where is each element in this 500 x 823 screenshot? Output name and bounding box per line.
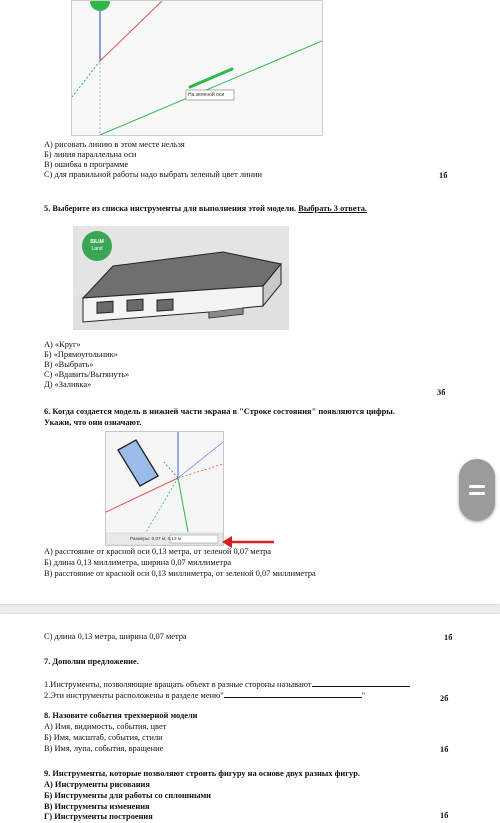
figure-green-axis-line — [71, 0, 323, 136]
q8-option-a: А) Имя, видимость, события, цвет — [44, 722, 167, 731]
q7-blank-2[interactable] — [224, 689, 362, 698]
figure-building-model — [73, 226, 289, 330]
q5-points: 3б — [437, 388, 446, 397]
q4-option-c: В) ошибка в программе — [44, 160, 129, 169]
q9-option-b: Б) Инструменты для работы со сплошными — [44, 791, 212, 800]
q5-option-d: С) «Вдавить/Вытянуть» — [44, 370, 130, 379]
q7-points: 2б — [440, 694, 449, 703]
q7-blank-1[interactable] — [312, 678, 410, 687]
q4-option-a: А) рисовать линию в этом месте нельзя — [44, 140, 185, 149]
q6-option-d: С) длина 0,13 метра, ширина 0,07 метра — [44, 632, 187, 641]
q6-title-line1: 6. Когда создается модель в нижней части экрана в "Строке состояния" появляются цифры. — [44, 407, 395, 416]
status-dimensions-text: Размеры: 0,07 м; 0,13 м — [130, 536, 181, 541]
q6-option-b: Б) длина 0,13 миллиметра, ширина 0,07 миллиметра — [44, 558, 232, 567]
q8-title: 8. Назовите события трехмерной модели — [44, 711, 198, 720]
green-axis-tooltip: На зеленой оси — [188, 92, 225, 98]
q8-option-b: Б) Имя, масштаб, события, стили — [44, 733, 163, 742]
q6-title-line2: Укажи, что они означают. — [44, 418, 142, 427]
menu-line-bottom-icon — [469, 492, 485, 495]
status-figure-drawing — [106, 432, 223, 545]
q7-line2-close: " — [361, 691, 366, 700]
logo-text-top: BILIM — [90, 239, 104, 245]
q5-option-c: В) «Выбрать» — [44, 360, 94, 369]
q5-title-underline: Выбрать 3 ответа. — [298, 204, 368, 213]
q9-points: 1б — [440, 811, 449, 820]
q4-option-d: С) для правильной работы надо выбрать зеленый цвет линии — [44, 170, 262, 179]
q9-title: 9. Инструменты, которые позволяют строить фигуру на основе двух разных фигур. — [44, 769, 360, 778]
q7-line2 — [44, 689, 365, 701]
q7-line2-text: 2.Эти инструменты расположены в разделе меню" — [44, 691, 224, 700]
q5-option-b: Б) «Прямоугольник» — [44, 350, 118, 359]
q9-option-d: Г) Инструменты построения — [44, 812, 153, 821]
figure-status-bar — [105, 431, 224, 546]
q6-option-c: В) расстояние от красной оси 0,13 миллиметра, от зеленой 0,07 миллиметра — [44, 569, 316, 578]
q9-option-a: А) Инструменты рисования — [44, 780, 150, 789]
q9-option-c: В) Инструменты изменения — [44, 802, 150, 811]
q5-option-e: Д) «Заливка» — [44, 380, 92, 389]
q8-points: 1б — [440, 745, 449, 754]
q7-line1-text: 1.Инструменты, позволяющие вращать объект в разные стороны называют — [44, 680, 312, 689]
document-page-2 — [0, 614, 500, 823]
q4-points: 1б — [439, 171, 448, 180]
logo-text-bottom: Land — [91, 246, 103, 252]
q5-title — [44, 204, 367, 214]
q8-option-c: В) Имя, лупа, события, вращение — [44, 744, 164, 753]
menu-line-top-icon — [469, 485, 485, 488]
q5-title-text: 5. Выберите из списка инструменты для выполнения этой модели. — [44, 204, 299, 213]
q7-title: 7. Дополни предложение. — [44, 657, 139, 666]
q6-option-a: А) расстояние от красной оси 0,13 метра, от зеленой 0,07 метра — [44, 547, 271, 556]
q6-points: 1б — [444, 633, 453, 642]
figure-green-axis-drawing — [72, 1, 322, 135]
q5-option-a: А) «Круг» — [44, 340, 81, 349]
floating-menu-button[interactable] — [459, 459, 495, 521]
q4-option-b: Б) линия параллельна оси — [44, 150, 137, 159]
green-endpoint-icon — [90, 1, 110, 11]
